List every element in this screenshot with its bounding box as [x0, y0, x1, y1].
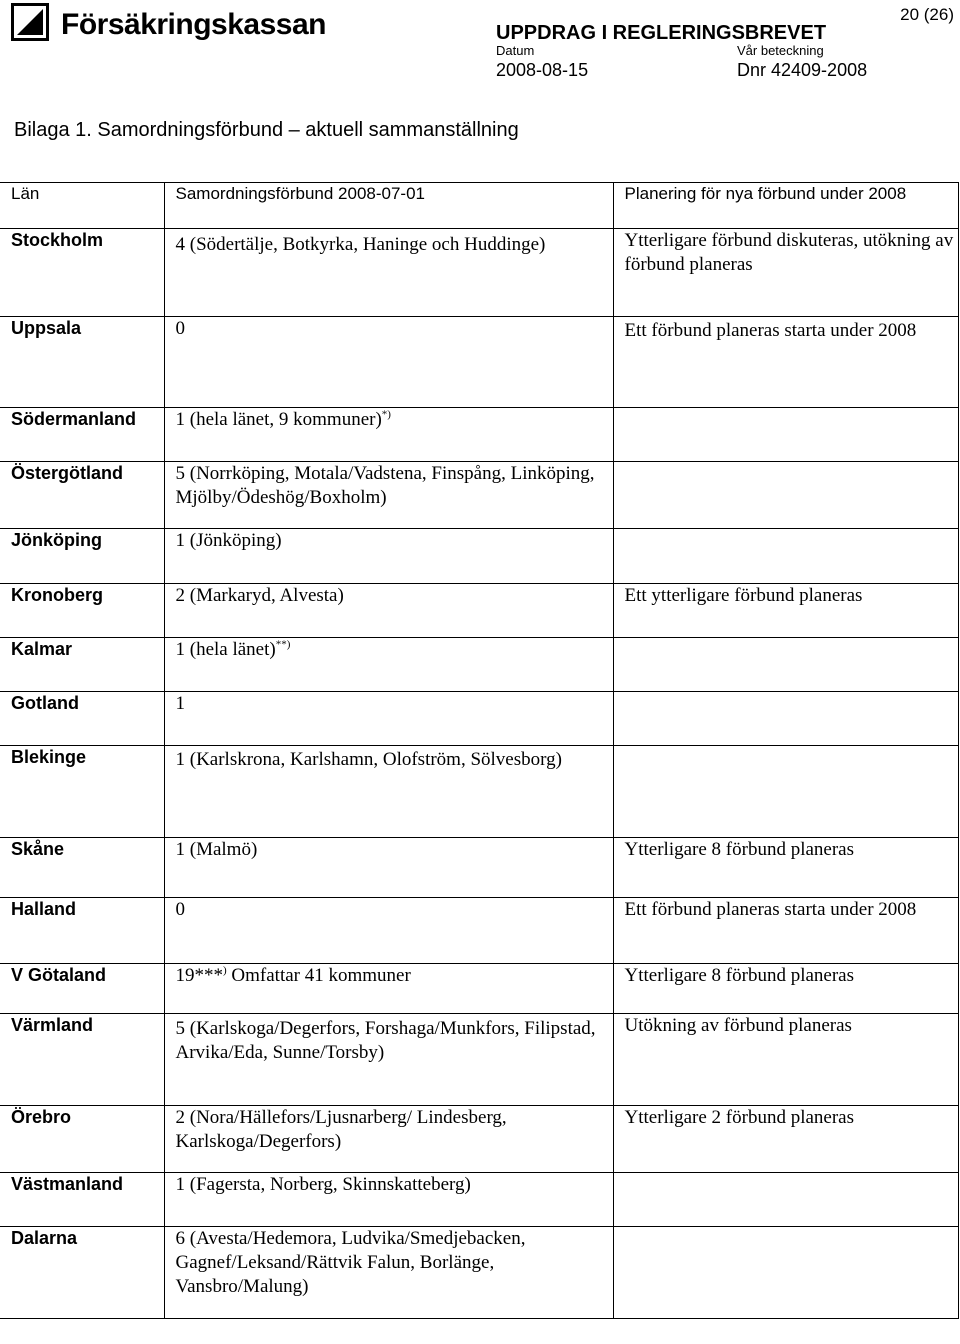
datum-value: 2008-08-15: [496, 60, 589, 80]
planering-cell: [613, 1173, 958, 1227]
table-row: [0, 229, 958, 317]
planering-cell: [613, 746, 958, 838]
table-row: [0, 1173, 958, 1227]
samordningsforbund-table: [0, 182, 959, 1319]
table-row: [0, 317, 958, 408]
planering-cell: Ytterligare förbund diskuteras, utökning av förbund planeras: [613, 229, 958, 317]
footnote-marker: *): [381, 408, 391, 421]
planering-cell: Utökning av förbund planeras: [613, 1014, 958, 1106]
forbund-cell: 2 (Nora/Hällefors/Ljusnarberg/ Lindesberg, Karlskoga/Degerfors): [164, 1106, 613, 1173]
lan-cell: Västmanland: [0, 1173, 164, 1227]
forbund-cell: 5 (Norrköping, Motala/Vadstena, Finspång, Linköping, Mjölby/Ödeshög/Boxholm): [164, 462, 613, 529]
planering-cell: [613, 1227, 958, 1319]
planering-cell: [613, 462, 958, 529]
footnote-marker: **): [275, 638, 291, 651]
lan-cell: V Götaland: [0, 964, 164, 1014]
table-row: [0, 462, 958, 529]
lan-cell: Kalmar: [0, 638, 164, 692]
forbund-cell: [164, 408, 613, 462]
lan-cell: Östergötland: [0, 462, 164, 529]
page-number: 20 (26): [900, 5, 954, 24]
logo-mark-icon: [11, 3, 49, 41]
footnote-marker: ): [223, 964, 227, 977]
planering-cell: Ytterligare 8 förbund planeras: [613, 838, 958, 898]
forbund-cell: 2 (Markaryd, Alvesta): [164, 584, 613, 638]
lan-cell: Blekinge: [0, 746, 164, 838]
column-header-forbund: Samordningsförbund 2008-07-01: [164, 183, 613, 229]
table-row: [0, 898, 958, 964]
forbund-cell: 1 (Karlskrona, Karlshamn, Olofström, Sölvesborg): [164, 746, 613, 838]
datum-label: Datum: [496, 43, 535, 58]
lan-cell: Örebro: [0, 1106, 164, 1173]
forbund-note: Omfattar 41 kommuner: [226, 965, 411, 986]
planering-cell: [613, 638, 958, 692]
table-row: [0, 838, 958, 898]
table-row: [0, 964, 958, 1014]
lan-cell: Gotland: [0, 692, 164, 746]
lan-cell: Stockholm: [0, 229, 164, 317]
table-row: [0, 1227, 958, 1319]
forbund-cell: 0: [164, 317, 613, 408]
beteckning-label: Vår beteckning: [737, 43, 824, 58]
planering-cell: Ett förbund planeras starta under 2008: [613, 898, 958, 964]
planering-cell: Ett ytterligare förbund planeras: [613, 584, 958, 638]
section-heading: Bilaga 1. Samordningsförbund – aktuell sammanställning: [14, 119, 519, 141]
planering-cell: Ytterligare 8 förbund planeras: [613, 964, 958, 1014]
table-row: [0, 1014, 958, 1106]
table-row: [0, 638, 958, 692]
planering-cell: [613, 692, 958, 746]
table-row: [0, 1106, 958, 1173]
lan-cell: Södermanland: [0, 408, 164, 462]
lan-cell: Halland: [0, 898, 164, 964]
table-header-row: [0, 183, 958, 229]
forbund-cell: 0: [164, 898, 613, 964]
forbund-cell: 1: [164, 692, 613, 746]
logo: [11, 3, 341, 47]
planering-cell: Ett förbund planeras starta under 2008: [613, 317, 958, 408]
table-row: [0, 408, 958, 462]
column-header-lan: Län: [0, 183, 164, 229]
lan-cell: Jönköping: [0, 529, 164, 584]
lan-cell: Uppsala: [0, 317, 164, 408]
lan-cell: Värmland: [0, 1014, 164, 1106]
forbund-text: 1 (hela länet): [175, 639, 276, 660]
forbund-cell: [164, 964, 613, 1014]
planering-cell: Ytterligare 2 förbund planeras: [613, 1106, 958, 1173]
forbund-cell: 6 (Avesta/Hedemora, Ludvika/Smedjebacken, Gagnef/Leksand/Rättvik Falun, Borlänge, Vansbro/Malung): [164, 1227, 613, 1319]
forbund-cell: 5 (Karlskoga/Degerfors, Forshaga/Munkfors, Filipstad, Arvika/Eda, Sunne/Torsby): [164, 1014, 613, 1106]
planering-cell: [613, 529, 958, 584]
forbund-cell: 1 (Jönköping): [164, 529, 613, 584]
forbund-cell: 1 (Malmö): [164, 838, 613, 898]
forbund-cell: 1 (Fagersta, Norberg, Skinnskatteberg): [164, 1173, 613, 1227]
table-row: [0, 529, 958, 584]
table-row: [0, 746, 958, 838]
lan-cell: Skåne: [0, 838, 164, 898]
beteckning-value: Dnr 42409-2008: [737, 60, 868, 80]
forbund-text: 19***: [175, 965, 223, 986]
forbund-cell: [164, 638, 613, 692]
table-row: [0, 584, 958, 638]
logo-text: Försäkringskassan: [61, 8, 326, 41]
column-header-planering: Planering för nya förbund under 2008: [613, 183, 958, 229]
table-row: [0, 692, 958, 746]
forbund-text: 1 (hela länet, 9 kommuner): [175, 409, 382, 430]
planering-cell: [613, 408, 958, 462]
lan-cell: Dalarna: [0, 1227, 164, 1319]
forbund-cell: 4 (Södertälje, Botkyrka, Haninge och Huddinge): [164, 229, 613, 317]
document-title: UPPDRAG I REGLERINGSBREVET: [496, 22, 827, 44]
lan-cell: Kronoberg: [0, 584, 164, 638]
